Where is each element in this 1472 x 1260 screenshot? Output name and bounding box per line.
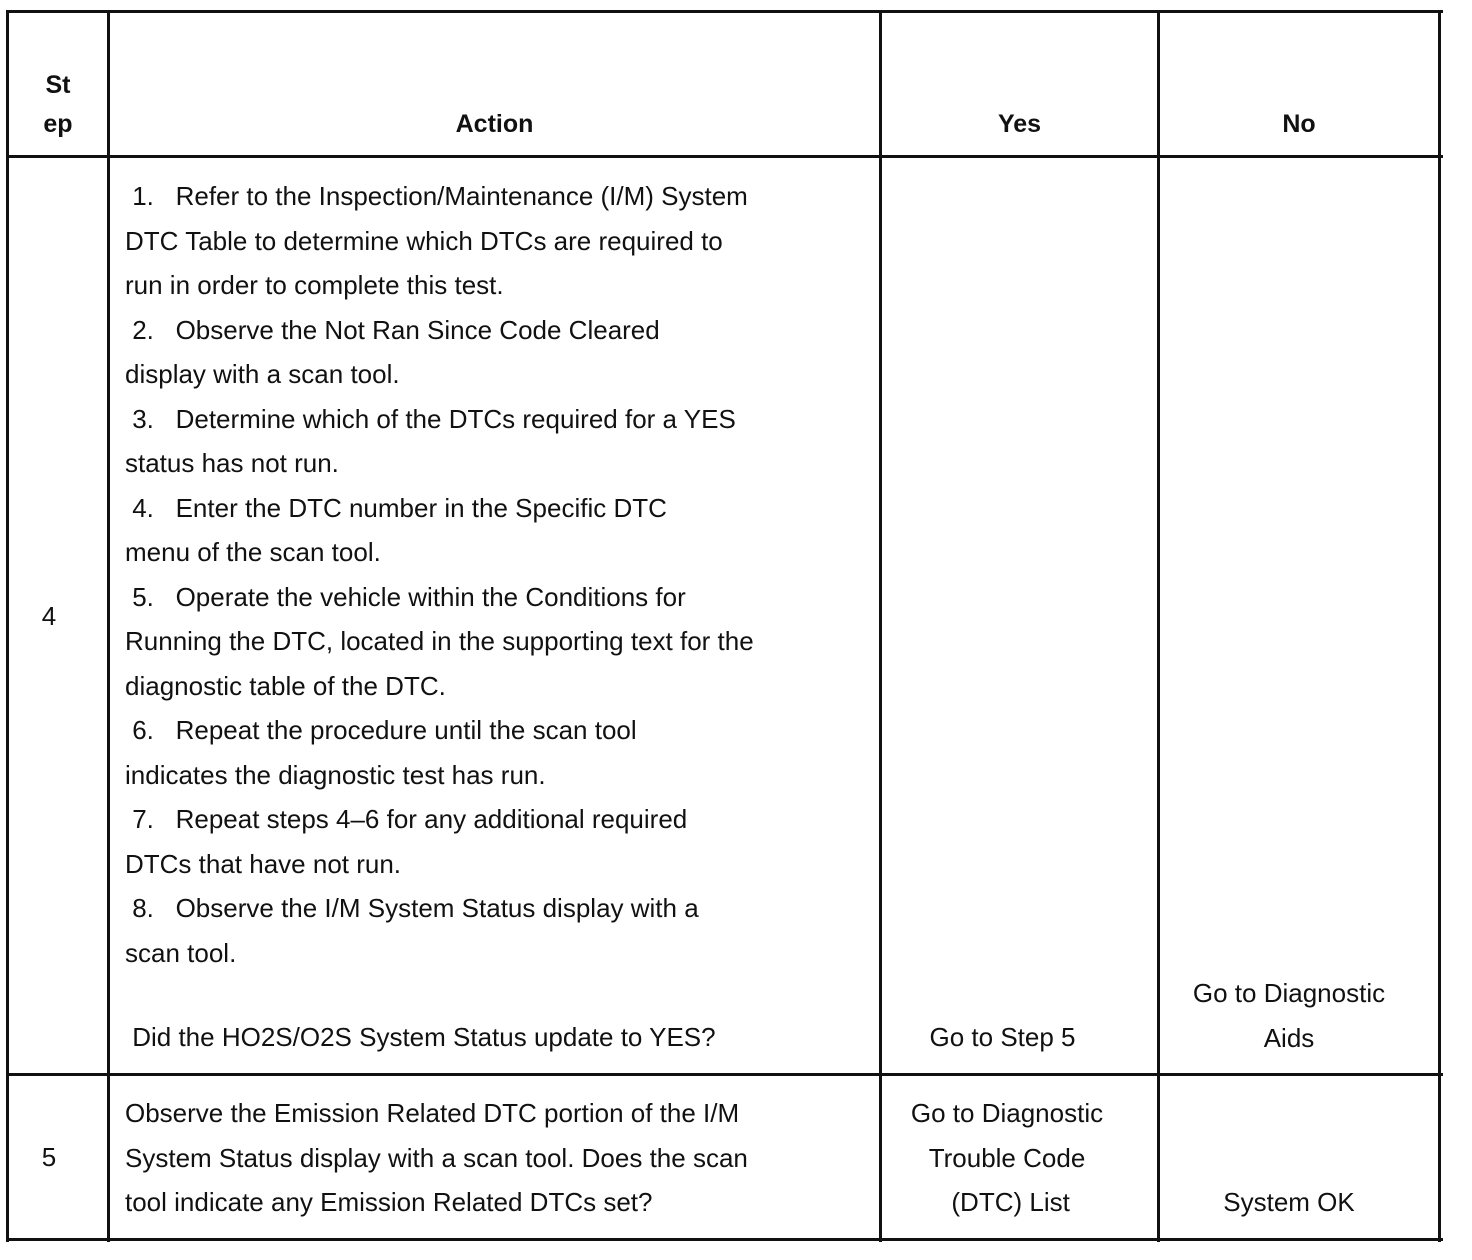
yes-result-line: Trouble Code — [928, 1142, 1086, 1173]
no-result-line: Aids — [1263, 1022, 1315, 1053]
yes-result — [882, 1091, 1132, 1225]
header-action: Action — [455, 110, 534, 138]
action-question: Did the HO2S/O2S System Status update to YES? — [125, 1022, 716, 1052]
action-line: 8. Observe the I/M System Status display with a — [125, 893, 699, 923]
step-number: 5 — [41, 1142, 57, 1172]
action-line: 7. Repeat steps 4–6 for any additional required — [125, 804, 688, 834]
action-line: diagnostic table of the DTC. — [125, 670, 446, 701]
action-line: run in order to complete this test. — [125, 270, 504, 300]
step-number: 4 — [41, 601, 57, 631]
action-line: 2. Observe the Not Ran Since Code Cleared — [125, 314, 660, 345]
table-border-bottom — [6, 1238, 1443, 1241]
table-border-top — [6, 10, 1443, 13]
yes-result-line: (DTC) List — [944, 1187, 1070, 1217]
header-step: St ep — [43, 71, 73, 138]
row-divider — [6, 1073, 1443, 1076]
action-line: menu of the scan tool. — [125, 537, 381, 567]
action-line: 1. Refer to the Inspection/Maintenance (I/M) System — [125, 181, 748, 211]
action-line: 3. Determine which of the DTCs required for a YES — [125, 403, 736, 434]
no-result: System OK — [1223, 1187, 1355, 1217]
action-line: DTCs that have not run. — [125, 848, 402, 879]
action-line: scan tool. — [125, 937, 237, 968]
header-yes: Yes — [997, 110, 1042, 138]
action-line: indicates the diagnostic test has run. — [125, 759, 546, 790]
header-no: No — [1282, 110, 1316, 138]
action-line: 4. Enter the DTC number in the Specific DTC — [125, 492, 667, 523]
action-line: tool indicate any Emission Related DTCs set? — [125, 1187, 653, 1217]
action-line: Running the DTC, located in the supporting text for the — [125, 626, 754, 656]
no-result — [1160, 971, 1418, 1060]
header-divider — [6, 155, 1443, 158]
action-line: status has not run. — [125, 448, 339, 478]
column-divider-step — [107, 10, 110, 1242]
no-result-line: Go to Diagnostic — [1192, 978, 1386, 1008]
yes-result: Go to Step 5 — [929, 1022, 1076, 1052]
yes-result-line: Go to Diagnostic — [910, 1098, 1104, 1128]
action-instructions — [125, 1091, 875, 1225]
action-line: System Status display with a scan tool. Does the scan — [125, 1142, 748, 1173]
table-border-right — [1438, 10, 1441, 1242]
action-line: 6. Repeat the procedure until the scan tool — [125, 715, 637, 745]
action-instructions — [125, 174, 875, 975]
action-line: Observe the Emission Related DTC portion of the I/M — [125, 1098, 740, 1128]
action-line: display with a scan tool. — [125, 359, 400, 389]
action-line: DTC Table to determine which DTCs are required to — [125, 225, 723, 256]
action-line: 5. Operate the vehicle within the Conditions for — [125, 581, 686, 612]
